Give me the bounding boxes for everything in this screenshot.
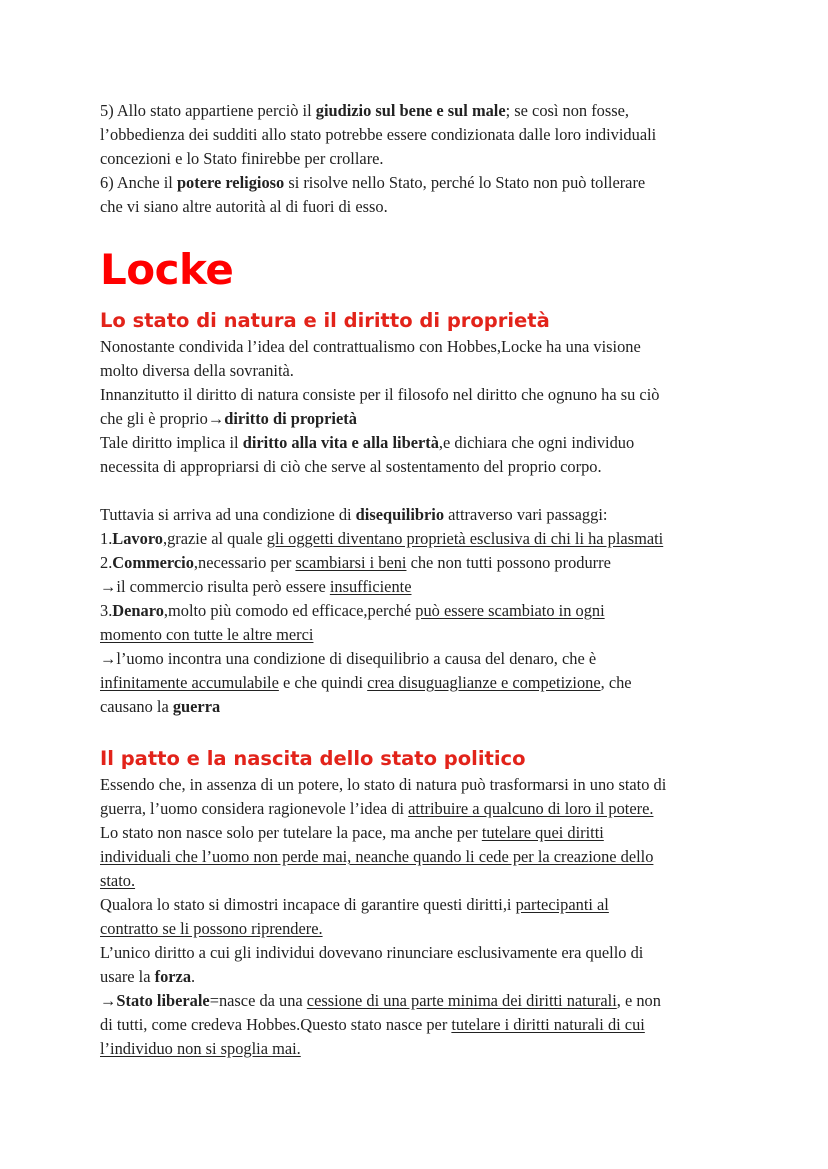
underlined-text: tutelare quei diritti xyxy=(481,823,604,842)
text-run: 3. xyxy=(100,601,113,620)
list-item xyxy=(100,551,740,575)
bold-text: Commercio xyxy=(112,553,194,572)
intro-block xyxy=(100,99,740,219)
text-line: che vi siano altre autorità al di fuori di esso. xyxy=(100,197,388,216)
section-patto xyxy=(100,745,740,1061)
text-line xyxy=(100,893,740,917)
paragraph-gap xyxy=(100,479,740,503)
text-run: di tutti, come credeva Hobbes.Questo stato nasce per xyxy=(100,1015,452,1034)
bold-text: guerra xyxy=(172,697,221,716)
underlined-text: tutelare i diritti naturali di cui xyxy=(451,1015,645,1034)
text-run: usare la xyxy=(100,967,155,986)
text-line xyxy=(100,407,740,431)
bold-text: potere religioso xyxy=(176,173,285,192)
underlined-text: individuali che l’uomo non perde mai, neanche quando li cede per la creazione dello xyxy=(100,847,654,866)
text-run: causano la xyxy=(100,697,173,716)
text-run: 6) Anche il xyxy=(100,173,177,192)
text-run: ,grazie al quale xyxy=(163,529,267,548)
text-line: L’unico diritto a cui gli individui dovevano rinunciare esclusivamente era quello di xyxy=(100,943,644,962)
text-run: 1. xyxy=(100,529,113,548)
text-line xyxy=(100,821,740,845)
document-page xyxy=(100,99,740,1061)
text-line xyxy=(100,503,740,527)
underlined-text: contratto se li possono riprendere. xyxy=(100,919,323,938)
text-run: . xyxy=(191,967,196,986)
text-line xyxy=(100,695,740,719)
underlined-text: insufficiente xyxy=(329,577,412,596)
text-run: attraverso vari passaggi: xyxy=(444,505,608,524)
text-line: →l’uomo incontra una condizione di disequilibrio a causa del denaro, che è xyxy=(100,649,597,668)
bold-text: →Stato liberale xyxy=(100,991,210,1010)
list-item xyxy=(100,527,740,551)
section-stato-natura xyxy=(100,307,740,719)
underlined-text: stato. xyxy=(100,871,136,890)
underlined-text: l’individuo non si spoglia mai. xyxy=(100,1039,301,1058)
text-run: che non tutti possono produrre xyxy=(406,553,611,572)
bold-text: disequilibrio xyxy=(355,505,445,524)
section-heading: Il patto e la nascita dello stato politico xyxy=(100,747,526,770)
text-run: ,necessario per xyxy=(193,553,296,572)
text-run: Qualora lo stato si dimostri incapace di garantire questi diritti,i xyxy=(100,895,516,914)
underlined-text: scambiarsi i beni xyxy=(295,553,407,572)
text-line xyxy=(100,1037,740,1061)
text-line xyxy=(100,869,740,893)
text-run: Tale diritto implica il xyxy=(100,433,243,452)
text-line xyxy=(100,917,740,941)
text-run: Tuttavia si arriva ad una condizione di xyxy=(100,505,356,524)
text-line xyxy=(100,845,740,869)
text-run: , che xyxy=(600,673,632,692)
underlined-text: gli oggetti diventano proprietà esclusiva di chi li ha plasmati xyxy=(266,529,664,548)
list-item xyxy=(100,599,740,623)
text-line xyxy=(100,431,740,455)
text-run: ; se così non fosse, xyxy=(505,101,630,120)
text-line xyxy=(100,671,740,695)
text-run: che gli è proprio xyxy=(100,409,208,428)
text-run: e che quindi xyxy=(278,673,368,692)
underlined-text: momento con tutte le altre merci xyxy=(100,625,314,644)
text-run: ,molto più comodo ed efficace,perché xyxy=(163,601,416,620)
page-title: Locke xyxy=(100,245,234,294)
text-run: →il commercio risulta però essere xyxy=(100,577,330,596)
text-run: , e non xyxy=(616,991,661,1010)
underlined-text: partecipanti al xyxy=(515,895,609,914)
text-line xyxy=(100,989,740,1013)
section-heading: Lo stato di natura e il diritto di proprietà xyxy=(100,309,550,332)
text-line xyxy=(100,623,740,647)
text-line: Nonostante condivida l’idea del contrattualismo con Hobbes,Locke ha una visione xyxy=(100,337,641,356)
text-run: Lo stato non nasce solo per tutelare la pace, ma anche per xyxy=(100,823,482,842)
text-run: =nasce da una xyxy=(209,991,307,1010)
underlined-text: attribuire a qualcuno di loro il potere. xyxy=(408,799,654,818)
text-line: molto diversa della sovranità. xyxy=(100,361,294,380)
text-line: l’obbedienza dei sudditi allo stato potrebbe essere condizionata dalle loro individuali xyxy=(100,125,657,144)
bold-text: Lavoro xyxy=(112,529,163,548)
text-run: ,e dichiara che ogni individuo xyxy=(438,433,635,452)
text-line: necessita di appropriarsi di ciò che serve al sostentamento del proprio corpo. xyxy=(100,457,602,476)
text-line: Innanzitutto il diritto di natura consiste per il filosofo nel diritto che ognuno ha su ciò xyxy=(100,385,660,404)
text-line xyxy=(100,965,740,989)
bold-text: giudizio sul bene e sul male xyxy=(315,101,506,120)
underlined-text: cessione di una parte minima dei diritti naturali xyxy=(306,991,617,1010)
bold-text: →diritto di proprietà xyxy=(207,409,357,428)
bold-text: Denaro xyxy=(112,601,164,620)
text-run: 5) Allo stato appartiene perciò il xyxy=(100,101,316,120)
text-line: concezioni e lo Stato finirebbe per crollare. xyxy=(100,149,384,168)
text-line xyxy=(100,99,740,123)
bold-text: forza xyxy=(154,967,192,986)
text-line xyxy=(100,1013,740,1037)
underlined-text: crea disuguaglianze e competizione xyxy=(367,673,601,692)
text-run: si risolve nello Stato, perché lo Stato non può tollerare xyxy=(284,173,646,192)
text-line xyxy=(100,797,740,821)
text-run: 2. xyxy=(100,553,113,572)
text-line: Essendo che, in assenza di un potere, lo stato di natura può trasformarsi in uno stato di xyxy=(100,775,667,794)
underlined-text: infinitamente accumulabile xyxy=(100,673,279,692)
underlined-text: può essere scambiato in ogni xyxy=(415,601,605,620)
text-line xyxy=(100,171,740,195)
bold-text: diritto alla vita e alla libertà xyxy=(242,433,439,452)
text-run: guerra, l’uomo considera ragionevole l’idea di xyxy=(100,799,409,818)
text-line xyxy=(100,575,740,599)
